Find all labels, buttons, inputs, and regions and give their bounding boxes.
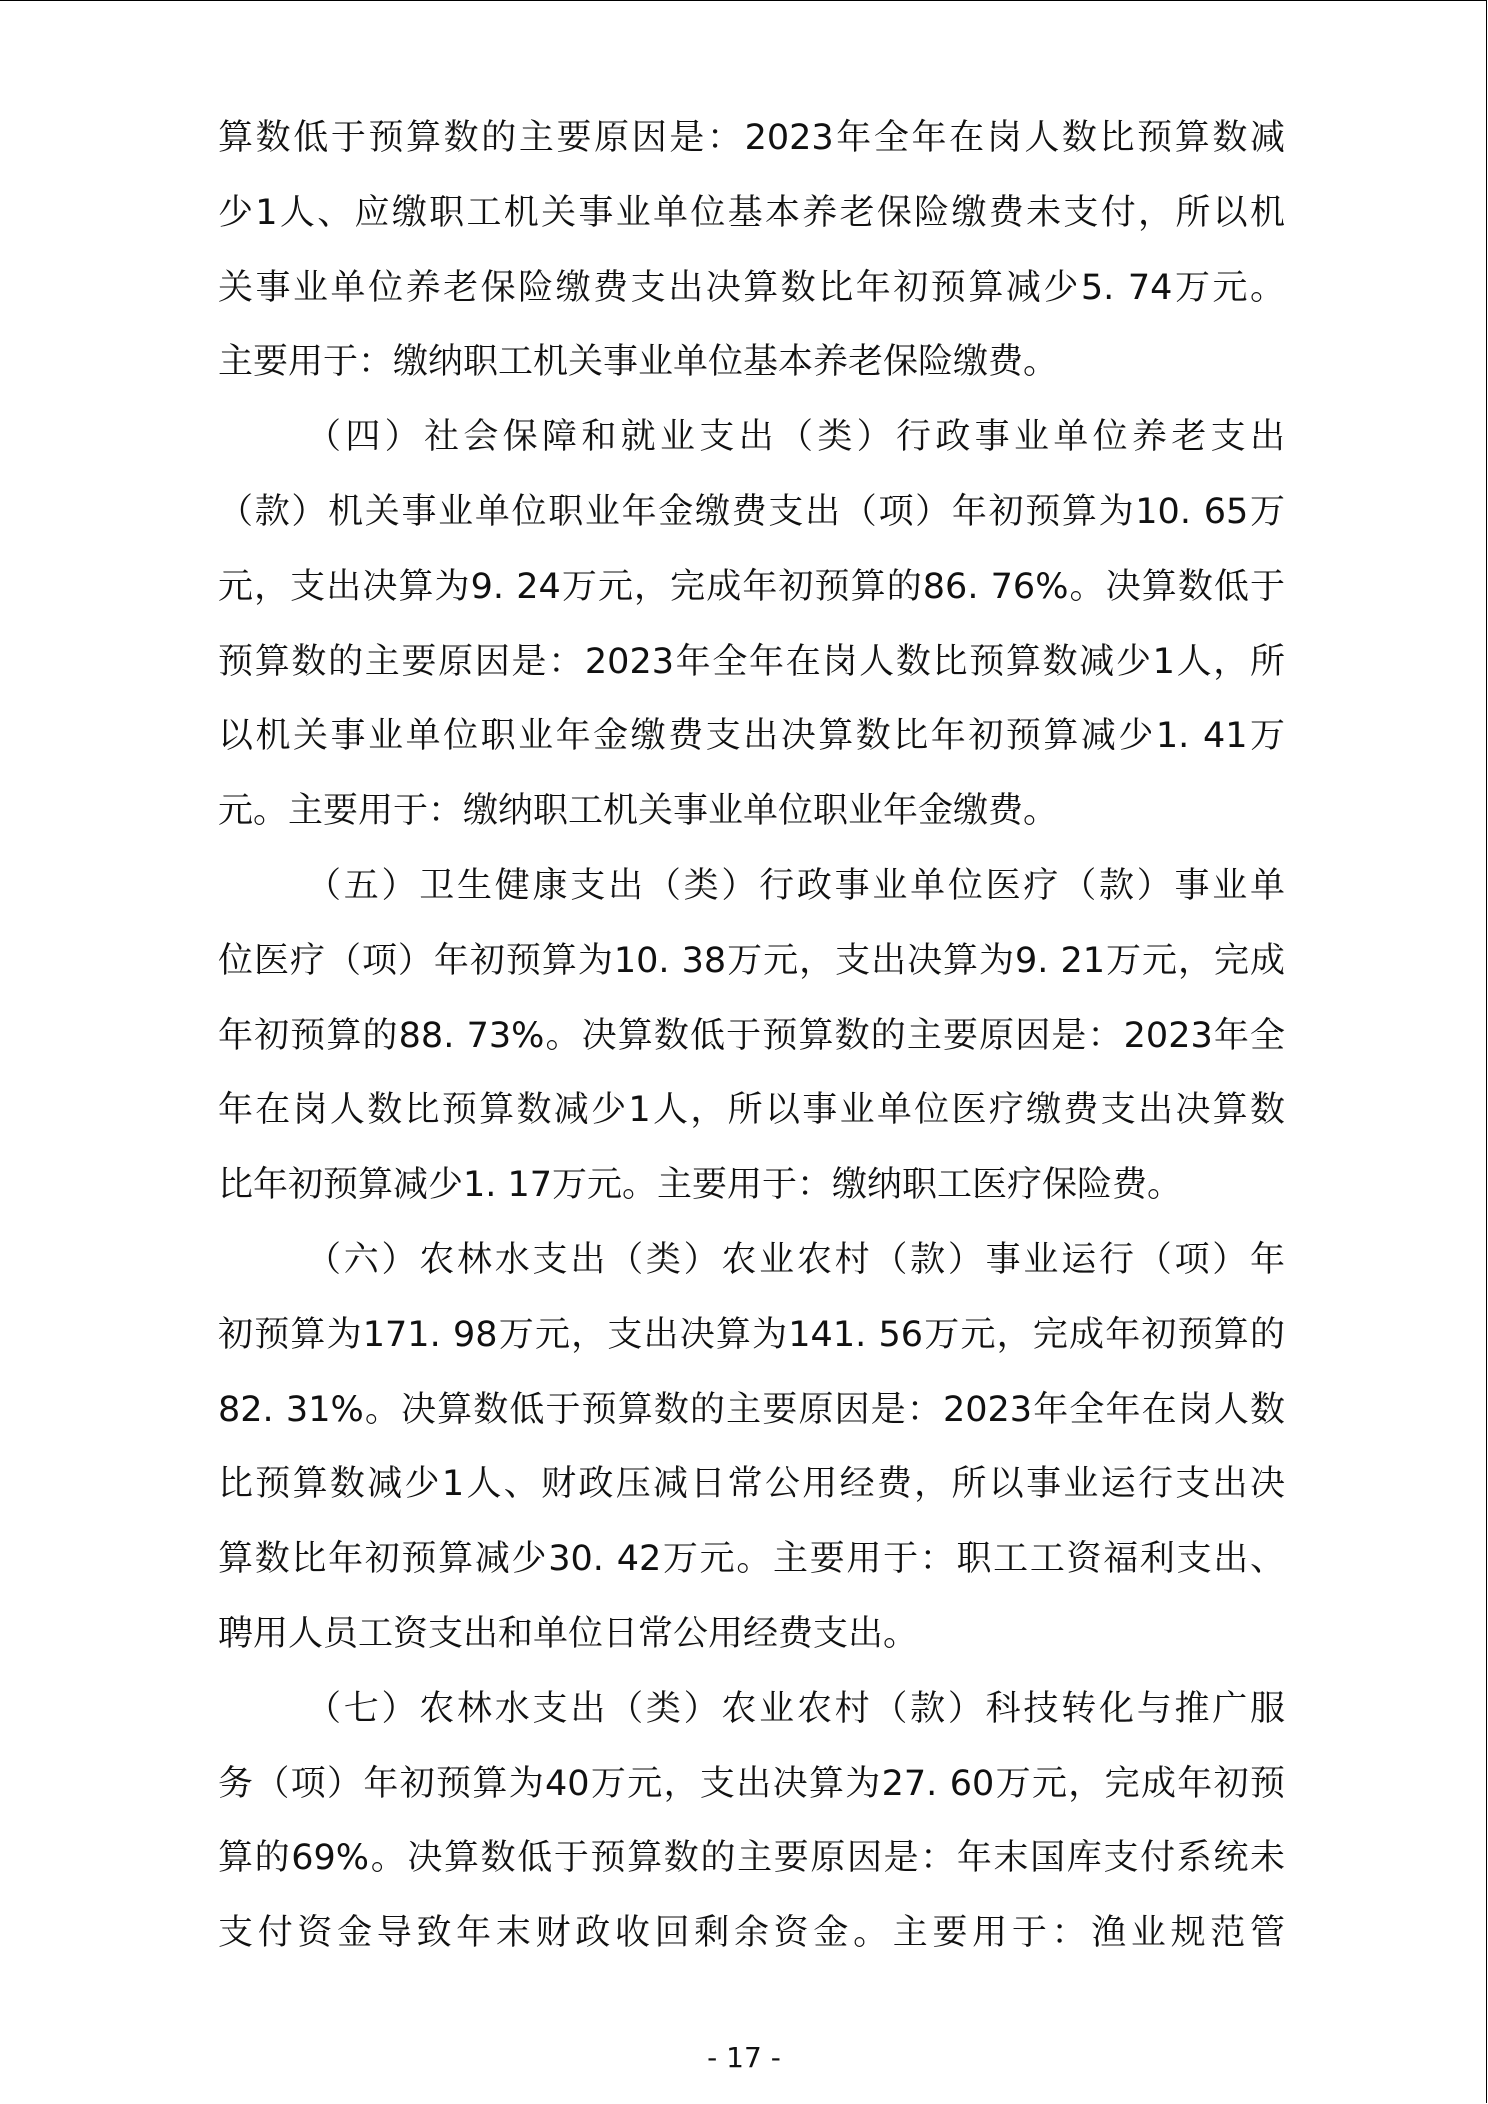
text-line: 年初预算的88. 73%。决算数低于预算数的主要原因是：2023年全: [218, 1015, 1285, 1056]
text-line: （四）社会保障和就业支出（类）行政事业单位养老支出: [306, 417, 1285, 458]
page-number: - 17 -: [707, 2041, 781, 2074]
text-line: 元。主要用于：缴纳职工机关事业单位职业年金缴费。: [218, 791, 1059, 832]
text-line: 位医疗（项）年初预算为10. 38万元，支出决算为9. 21万元，完成: [218, 940, 1285, 981]
text-line: 比年初预算减少1. 17万元。主要用于：缴纳职工医疗保险费。: [218, 1165, 1183, 1206]
text-line: 82. 31%。决算数低于预算数的主要原因是：2023年全年在岗人数: [218, 1389, 1285, 1430]
text-line: 支付资金导致年末财政收回剩余资金。主要用于：渔业规范管: [218, 1913, 1285, 1954]
text-line: 元，支出决算为9. 24万元，完成年初预算的86. 76%。决算数低于: [218, 566, 1285, 607]
text-line: 主要用于：缴纳职工机关事业单位基本养老保险缴费。: [218, 342, 1059, 383]
text-line: 年在岗人数比预算数减少1人，所以事业单位医疗缴费支出决算数: [218, 1090, 1285, 1131]
text-line: 算数低于预算数的主要原因是：2023年全年在岗人数比预算数减: [218, 118, 1285, 158]
text-line: （五）卫生健康支出（类）行政事业单位医疗（款）事业单: [306, 866, 1285, 906]
text-line: （款）机关事业单位职业年金缴费支出（项）年初预算为10. 65万: [218, 492, 1285, 532]
text-line: 初预算为171. 98万元，支出决算为141. 56万元，完成年初预算的: [218, 1314, 1285, 1355]
text-line: 以机关事业单位职业年金缴费支出决算数比年初预算减少1. 41万: [218, 716, 1285, 757]
text-line: 关事业单位养老保险缴费支出决算数比年初预算减少5. 74万元。: [218, 267, 1285, 308]
text-line: 聘用人员工资支出和单位日常公用经费支出。: [218, 1614, 919, 1654]
text-line: 预算数的主要原因是：2023年全年在岗人数比预算数减少1人，所: [218, 641, 1285, 682]
text-line: （七）农林水支出（类）农业农村（款）科技转化与推广服: [306, 1688, 1285, 1729]
text-line: 算数比年初预算减少30. 42万元。主要用于：职工工资福利支出、: [218, 1539, 1285, 1580]
text-line: （六）农林水支出（类）农业农村（款）事业运行（项）年: [306, 1240, 1285, 1280]
text-line: 少1人、应缴职工机关事业单位基本养老保险缴费未支付，所以机: [218, 192, 1285, 233]
text-line: 算的69%。决算数低于预算数的主要原因是：年末国库支付系统未: [218, 1838, 1285, 1879]
text-line: 务（项）年初预算为40万元，支出决算为27. 60万元，完成年初预: [218, 1763, 1285, 1804]
text-line: 比预算数减少1人、财政压减日常公用经费，所以事业运行支出决: [218, 1464, 1285, 1505]
